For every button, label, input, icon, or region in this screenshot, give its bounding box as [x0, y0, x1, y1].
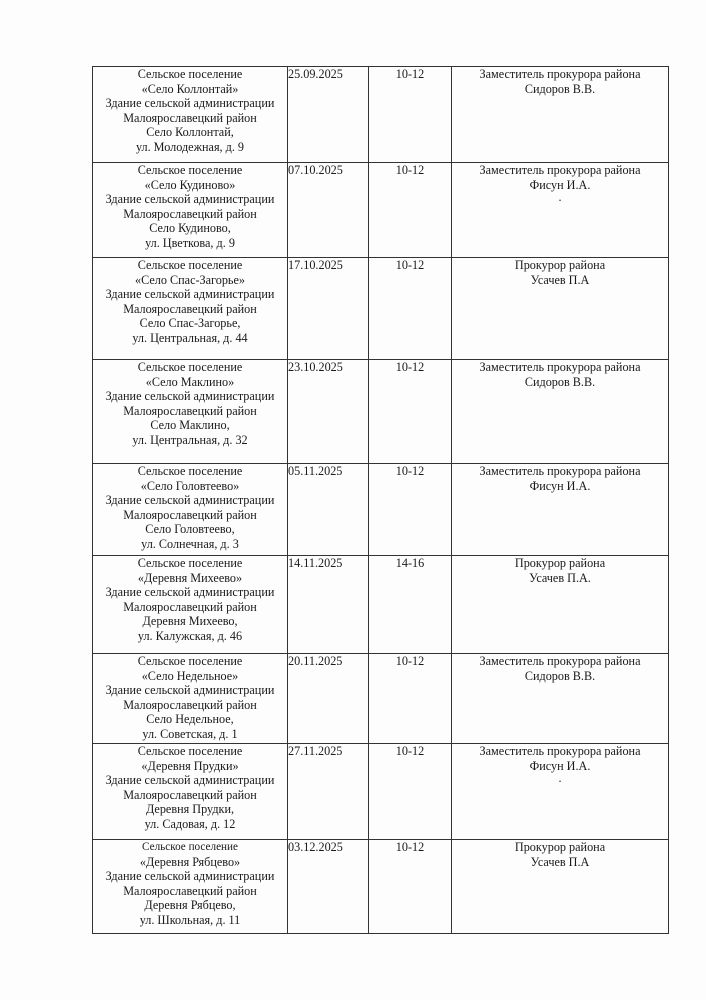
- street-address: ул. Школьная, д. 11: [139, 912, 241, 927]
- responsible-cell: [452, 163, 669, 258]
- responsible-cell: [452, 464, 669, 556]
- settlement-name: «Село Недельное»: [141, 668, 239, 683]
- village: Деревня Прудки,: [145, 802, 235, 817]
- village: Село Коллонтай,: [146, 125, 234, 140]
- street-address: ул. Солнечная, д. 3: [141, 536, 239, 551]
- settlement-name: «Село Головтеево»: [140, 478, 240, 493]
- time-cell: 10-12: [369, 67, 452, 163]
- street-address: ул. Центральная, д. 44: [132, 330, 248, 345]
- responsible-position: Заместитель прокурора района: [479, 67, 641, 81]
- date-cell: 23.10.2025: [288, 360, 369, 464]
- district: Малоярославецкий район: [123, 507, 257, 522]
- table-row: [93, 258, 669, 360]
- responsible-position: Заместитель прокурора района: [479, 654, 641, 668]
- street-address: ул. Молодежная, д. 9: [135, 139, 245, 154]
- building: Здание сельской администрации: [105, 389, 275, 404]
- location-cell: [93, 163, 288, 258]
- responsible-cell: [452, 258, 669, 360]
- table-row: [93, 556, 669, 654]
- settlement-type: Сельское поселение: [137, 360, 243, 374]
- date-cell: 25.09.2025: [288, 67, 369, 163]
- table-row: [93, 464, 669, 556]
- settlement-name: «Деревня Михеево»: [137, 570, 243, 585]
- time-cell: 10-12: [369, 163, 452, 258]
- building: Здание сельской администрации: [105, 493, 275, 508]
- table-row: [93, 67, 669, 163]
- district: Малоярославецкий район: [123, 883, 257, 898]
- date-cell: 05.11.2025: [288, 464, 369, 556]
- location-cell: [93, 556, 288, 654]
- time-cell: 10-12: [369, 744, 452, 840]
- village: Село Кудиново,: [149, 221, 231, 236]
- responsible-name: Сидоров В.В.: [524, 81, 596, 96]
- settlement-type: Сельское поселение: [137, 744, 243, 758]
- location-cell: [93, 464, 288, 556]
- responsible-name: Сидоров В.В.: [524, 374, 596, 389]
- district: Малоярославецкий район: [123, 301, 257, 316]
- settlement-type: Сельское поселение: [137, 67, 243, 81]
- date-cell: 14.11.2025: [288, 556, 369, 654]
- building: Здание сельской администрации: [105, 192, 275, 207]
- time-cell: 10-12: [369, 464, 452, 556]
- district: Малоярославецкий район: [123, 206, 257, 221]
- district: Малоярославецкий район: [123, 787, 257, 802]
- table-row: [93, 654, 669, 744]
- building: Здание сельской администрации: [105, 585, 275, 600]
- date-cell: 27.11.2025: [288, 744, 369, 840]
- responsible-name: Фисун И.А.: [529, 478, 591, 493]
- responsible-cell: [452, 654, 669, 744]
- village: Деревня Рябцево,: [144, 898, 236, 913]
- trailing-mark: .: [558, 190, 562, 205]
- district: Малоярославецкий район: [123, 599, 257, 614]
- responsible-name: Сидоров В.В.: [524, 668, 596, 683]
- table-row: [93, 744, 669, 840]
- date-cell: 20.11.2025: [288, 654, 369, 744]
- district: Малоярославецкий район: [123, 110, 257, 125]
- responsible-name: Усачев П.А: [530, 854, 590, 869]
- district: Малоярославецкий район: [123, 697, 257, 712]
- responsible-position: Прокурор района: [514, 556, 606, 570]
- building: Здание сельской администрации: [105, 683, 275, 698]
- village: Село Головтеево,: [145, 522, 235, 537]
- settlement-name: «Село Маклино»: [145, 374, 235, 389]
- village: Село Маклино,: [150, 418, 230, 433]
- responsible-position: Прокурор района: [514, 840, 606, 854]
- date-cell: 03.12.2025: [288, 840, 369, 934]
- responsible-cell: [452, 67, 669, 163]
- table-row: [93, 360, 669, 464]
- responsible-name: Усачев П.А: [530, 272, 590, 287]
- settlement-type: Сельское поселение: [137, 258, 243, 272]
- location-cell: [93, 67, 288, 163]
- settlement-type: Сельское поселение: [137, 464, 243, 478]
- district: Малоярославецкий район: [123, 403, 257, 418]
- reception-schedule-table: [92, 66, 669, 934]
- settlement-type: Сельское поселение: [137, 654, 243, 668]
- responsible-name: Фисун И.А.: [529, 758, 591, 773]
- settlement-name: «Деревня Рябцево»: [139, 854, 241, 869]
- settlement-name: «Село Кудиново»: [144, 177, 236, 192]
- time-cell: 14-16: [369, 556, 452, 654]
- responsible-name: Усачев П.А.: [529, 570, 591, 585]
- settlement-name: «Село Коллонтай»: [141, 81, 239, 96]
- responsible-cell: [452, 556, 669, 654]
- responsible-position: Прокурор района: [514, 258, 606, 272]
- time-cell: 10-12: [369, 360, 452, 464]
- time-cell: 10-12: [369, 654, 452, 744]
- building: Здание сельской администрации: [105, 287, 275, 302]
- time-cell: 10-12: [369, 840, 452, 934]
- street-address: ул. Садовая, д. 12: [144, 816, 236, 831]
- responsible-position: Заместитель прокурора района: [479, 464, 641, 478]
- responsible-position: Заместитель прокурора района: [479, 163, 641, 177]
- responsible-position: Заместитель прокурора района: [479, 744, 641, 758]
- street-address: ул. Центральная, д. 32: [132, 432, 248, 447]
- settlement-type: Сельское поселение: [137, 163, 243, 177]
- settlement-name: «Деревня Прудки»: [141, 758, 239, 773]
- location-cell: [93, 840, 288, 934]
- location-cell: [93, 360, 288, 464]
- responsible-cell: [452, 360, 669, 464]
- table-row: [93, 163, 669, 258]
- settlement-type: Сельское поселение: [142, 841, 238, 853]
- responsible-name: Фисун И.А.: [529, 177, 591, 192]
- date-cell: 07.10.2025: [288, 163, 369, 258]
- building: Здание сельской администрации: [105, 773, 275, 788]
- time-cell: 10-12: [369, 258, 452, 360]
- village: Село Недельное,: [146, 712, 234, 727]
- street-address: ул. Калужская, д. 46: [137, 628, 243, 643]
- responsible-cell: [452, 744, 669, 840]
- street-address: ул. Цветкова, д. 9: [145, 235, 235, 250]
- date-cell: 17.10.2025: [288, 258, 369, 360]
- building: Здание сельской администрации: [105, 96, 275, 111]
- building: Здание сельской администрации: [105, 869, 275, 884]
- table-row: [93, 840, 669, 934]
- location-cell: [93, 654, 288, 744]
- location-cell: [93, 258, 288, 360]
- responsible-cell: [452, 840, 669, 934]
- street-address: ул. Советская, д. 1: [142, 726, 238, 741]
- settlement-name: «Село Спас-Загорье»: [135, 272, 245, 287]
- village: Деревня Михеево,: [142, 614, 238, 629]
- settlement-type: Сельское поселение: [137, 556, 243, 570]
- trailing-mark: .: [558, 771, 562, 786]
- village: Село Спас-Загорье,: [139, 316, 241, 331]
- location-cell: [93, 744, 288, 840]
- responsible-position: Заместитель прокурора района: [479, 360, 641, 374]
